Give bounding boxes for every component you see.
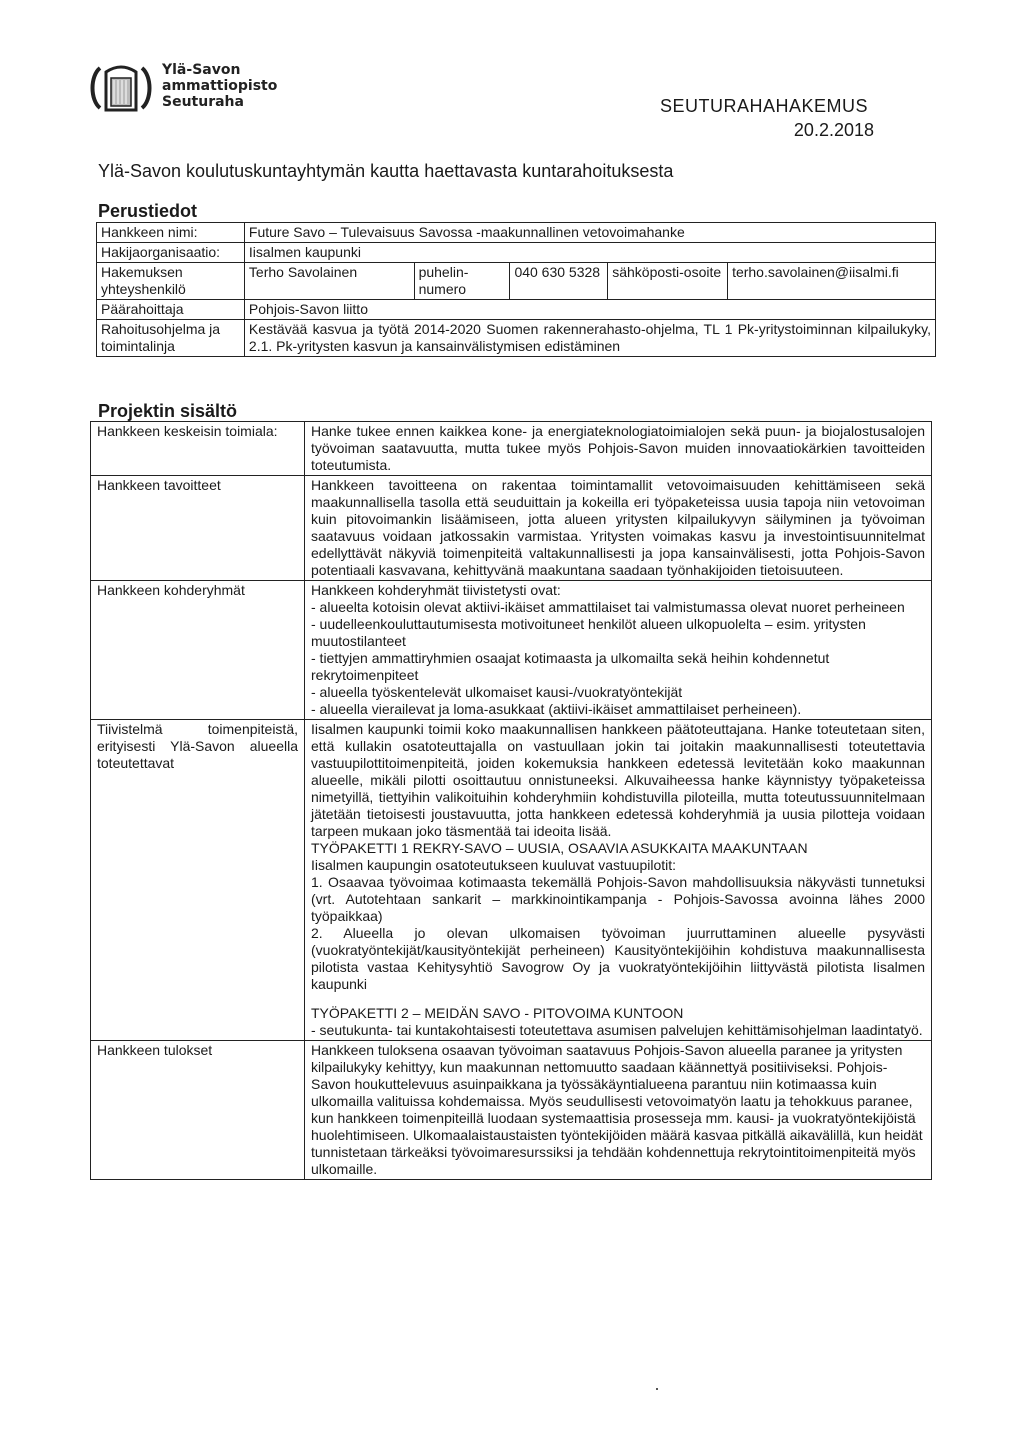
row-text: Hanke tukee ennen kaikkea kone- ja energiateknologiatoimialojen sekä puun- ja biojalostusalojen työvoiman saatavuutta, mutta tukee myös Pohjois-Savon muiden innovaatiokärkien tavoitteiden toteutumista. <box>305 422 932 476</box>
contact-email: terho.savolainen@iisalmi.fi <box>728 263 936 300</box>
table-row <box>97 243 936 263</box>
section-heading-perustiedot: Perustiedot <box>98 201 198 221</box>
document-subtitle: Ylä-Savon koulutuskuntayhtymän kautta haettavasta kuntarahoituksesta <box>98 161 674 181</box>
basic-info-table <box>96 222 936 357</box>
logo-line: ammattiopisto <box>162 78 278 94</box>
table-row <box>91 720 932 1041</box>
field-label: Hakemuksen yhteyshenkilö <box>97 263 245 300</box>
table-row <box>91 1041 932 1180</box>
project-name: Future Savo – Tulevaisuus Savossa -maakunnallinen vetovoimahanke <box>244 223 935 243</box>
table-row <box>97 320 936 357</box>
applicant-organization: Iisalmen kaupunki <box>244 243 935 263</box>
section-heading-sisalto: Projektin sisältö <box>98 401 238 421</box>
row-text: Iisalmen kaupunki toimii koko maakunnallisen hankkeen päätoteuttajana. Hanke toteutetaan siten, että kullakin osatoteuttajalla on vastuullaan jokin tai joitakin maakunnallisesti toteutettavia vastuupilottitoimenpiteitä, joiden kokemuksia hankkeen edetessä levitetään koko maakunnan alueelle, mikäli pilotti osoittautuu onnistuneeksi. Alkuvaiheessa hanke käynnistyy työpaketeissa nimetyillä, tiettyihin valikoituihin kohderyhmiin kohdistuvilla piloteilla, mutta toteutussuunnitelmaan jätetään tietoisesti joustavuutta, jotta hankkeen edetessä kohderyhmiä ja uusia pilotteja voidaan tarpeen mukaan joko täsmentää tai ideoita lisää. TYÖPAKETTI 1 REKRY-SAVO – UUSIA, OSAAVIA ASUKKAITA MAAKUNTAAN Iisalmen kaupungin osatoteutukseen kuuluvat vastuupilotit: 1. Osaavaa työvoimaa kotimaasta tekemällä Pohjois-Savon mahdollisuuksia näkyvästi tunnetuksi (vrt. Autotehtaan sankarit – markkinointikampanja - Pohjois-Savossa avoinna lähes 2000 työpaikkaa) 2. Alueella jo olevan ulkomaisen työvoiman juurruttaminen alueelle pysyvästi (vuokratyöntekijät/kausityöntekijät perheineen) Kausityöntekijöihin kohdistuva maakunnallisesta pilotista vastaa Kehitysyhtiö Savogrow Oy ja vuokratyöntekijöihin liittyvästä pilotista Iisalmen kaupunki <box>311 721 925 992</box>
document-date: 20.2.2018 <box>793 120 874 140</box>
project-content-table <box>90 421 932 1180</box>
field-label: Päärahoittaja <box>97 300 245 320</box>
row-text: Hankkeen tavoitteena on rakentaa toimintamallit vetovoimaisuuden kehittämiseen sekä maakunnallisella tasolla että seuduittain ja kokeilla eri työpaketeissa uusia tapoja niin vetovoiman kuin pitovoimankin lisäämiseen, jotta alueen yritysten kilpailukyvyn säilyminen ja työvoiman saatavuus voidaan jatkossakin varmistaa. Yritysten voimakas kasvu ja investointisuunnitelmat edellyttävät näkyviä toimenpiteitä valtakunnallisesti ja jopa kansainvälisesti, jotta Pohjois-Savon potentiaali kasvavana, kehittyvänä maakuntana saadaan työnhakijoiden tietoisuuteen. <box>305 476 932 581</box>
scan-speck <box>656 1388 658 1390</box>
row-text: TYÖPAKETTI 2 – MEIDÄN SAVO - PITOVOIMA KUNTOON - seutukunta- tai kuntakohtaisesti toteutettava asumisen palvelujen kehittämisohjelman laadintatyö. <box>311 1005 923 1038</box>
row-text-block <box>305 720 932 1041</box>
row-label: Tiivistelmä toimenpiteistä, erityisesti Ylä-Savon alueella toteutettavat <box>91 720 305 1041</box>
table-row <box>97 300 936 320</box>
funding-program: Kestävää kasvua ja työtä 2014-2020 Suomen rakennerahasto-ohjelma, TL 1 Pk-yritystoiminnan kilpailukyky, 2.1. Pk-yritysten kasvun ja kansainvälistymisen edistäminen <box>244 320 935 357</box>
field-label: Rahoitusohjelma ja toimintalinja <box>97 320 245 357</box>
table-row <box>97 223 936 243</box>
field-label: sähköposti-osoite <box>608 263 728 300</box>
logo-wordmark <box>162 62 277 110</box>
row-label: Hankkeen tulokset <box>91 1041 305 1180</box>
main-funder: Pohjois-Savon liitto <box>244 300 935 320</box>
field-label: Hankkeen nimi: <box>97 223 245 243</box>
row-label: Hankkeen keskeisin toimiala: <box>91 422 305 476</box>
row-text: Hankkeen kohderyhmät tiivistetysti ovat: - alueelta kotoisin olevat aktiivi-ikäiset ammattilaiset tai valmistumassa olevat nuoret perheineen - uudelleenkouluttautumisesta motivoituneet henkilöt alueen ulkopuolelta – esim. yritysten muutostilanteet - tiettyjen ammattiryhmien osaajat kotimaasta ja ulkomailta sekä heihin kohdennetut rekrytoimenpiteet - alueella työskentelevät ulkomaiset kausi-/vuokratyöntekijät - alueella vierailevat ja loma-asukkaat (aktiivi-ikäiset ammattilaiset perheineen). <box>305 581 932 720</box>
row-label: Hankkeen kohderyhmät <box>91 581 305 720</box>
organization-logo <box>86 60 156 116</box>
logo-line: Ylä-Savon <box>162 62 241 78</box>
table-row <box>91 422 932 476</box>
contact-name: Terho Savolainen <box>244 263 414 300</box>
document-type: SEUTURAHAHAKEMUS <box>660 96 869 116</box>
logo-line: Seuturaha <box>162 94 244 110</box>
row-text: Hankkeen tuloksena osaavan työvoiman saatavuus Pohjois-Savon alueella paranee ja yritysten kilpailukyky kehittyy, kun maakunnan nettomuutto saadaan käännettyä positiiviseksi. Pohjois-Savon houkuttelevuus asuinpaikkana ja työssäkäyntialueena parantuu niin kotimaassa kuin ulkomailla valituissa kohdemaissa. Myös seudullisesti vetovoimatyön laatu ja tehokkuus paranee, kun hankkeen toimenpiteillä luodaan systemaattisia prosesseja mm. kausi- ja vuokratyöntekijöistä huolehtimiseen. Ulkomaalaistaustaisten työntekijöiden määrä kasvaa pitkällä aikavälillä, kun heidät tunnistetaan tärkeäksi työvoimaresurssiksi ja tehdään kohdennettuja rekrytointitoimenpiteitä myös ulkomaille. <box>305 1041 932 1180</box>
table-row <box>91 581 932 720</box>
field-label: puhelin-numero <box>414 263 510 300</box>
row-label: Hankkeen tavoitteet <box>91 476 305 581</box>
table-row <box>91 476 932 581</box>
field-label: Hakijaorganisaatio: <box>97 243 245 263</box>
contact-phone: 040 630 5328 <box>510 263 608 300</box>
table-row <box>97 263 936 300</box>
